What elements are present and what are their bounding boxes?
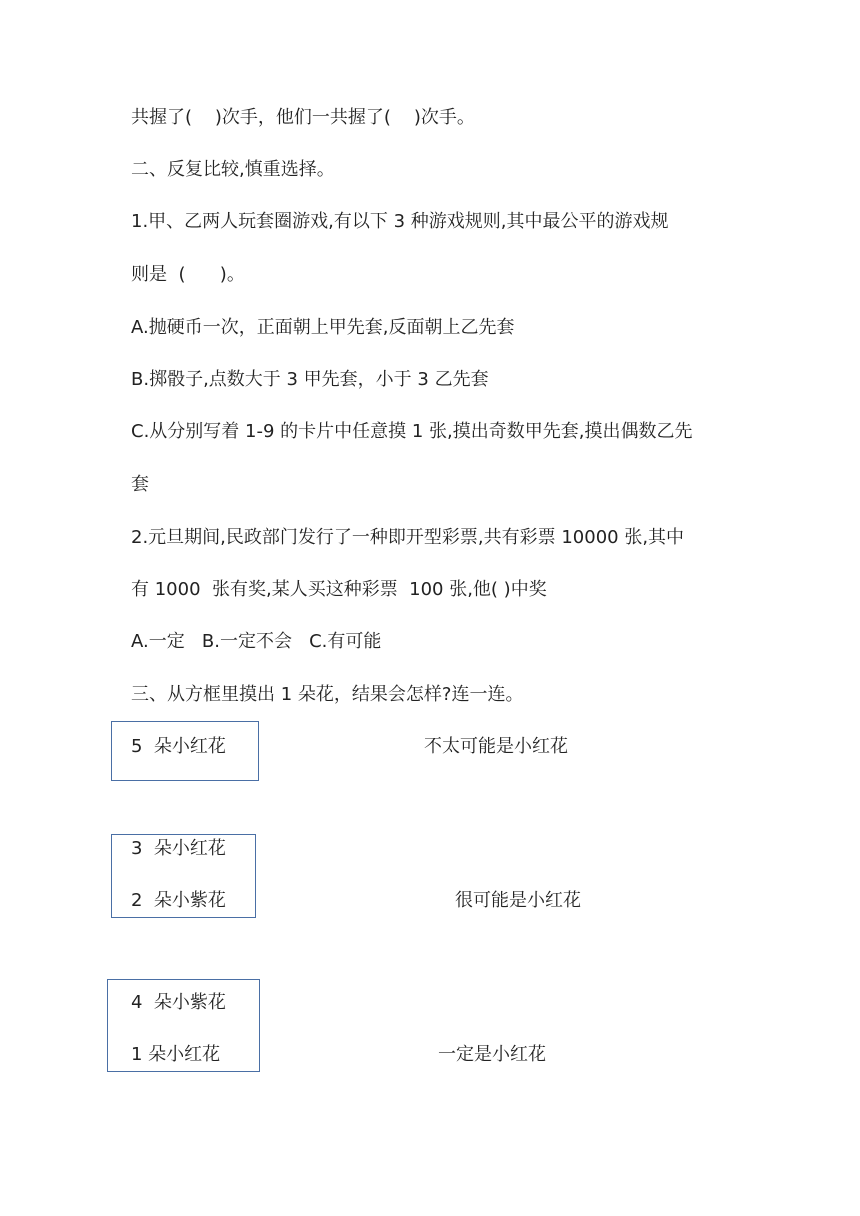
flower-box-2-text-2: 2 朵小紫花	[131, 890, 226, 911]
question-2-line-1: 2.元旦期间,民政部门发行了一种即开型彩票,共有彩票 10000 张,其中	[131, 527, 685, 548]
option-b: B.掷骰子,点数大于 3 甲先套，小于 3 乙先套	[131, 369, 489, 390]
answer-option-unlikely: 不太可能是小红花	[424, 736, 568, 757]
text-line-handshake: 共握了( )次手，他们一共握了( )次手。	[131, 107, 475, 128]
flower-box-3-text-2: 1 朵小红花	[131, 1044, 221, 1065]
option-c-line-1: C.从分别写着 1-9 的卡片中任意摸 1 张,摸出奇数甲先套,摸出偶数乙先	[131, 421, 693, 442]
option-a: A.抛硬币一次，正面朝上甲先套,反面朝上乙先套	[131, 317, 515, 338]
question-2-options: A.一定 B.一定不会 C.有可能	[131, 631, 382, 652]
question-2-line-2: 有 1000 张有奖,某人买这种彩票 100 张,他( )中奖	[131, 579, 547, 600]
question-1-line-2: 则是 ( )。	[131, 264, 245, 285]
question-1-line-1: 1.甲、乙两人玩套圈游戏,有以下 3 种游戏规则,其中最公平的游戏规	[131, 211, 669, 232]
flower-box-3-text-1: 4 朵小紫花	[131, 992, 226, 1013]
flower-box-1-text: 5 朵小红花	[131, 736, 226, 757]
section-heading-2: 二、反复比较,慎重选择。	[131, 159, 335, 180]
answer-option-certain: 一定是小红花	[438, 1044, 546, 1065]
flower-box-2-text-1: 3 朵小红花	[131, 838, 226, 859]
answer-option-likely: 很可能是小红花	[455, 890, 581, 911]
option-c-line-2: 套	[131, 474, 149, 495]
section-heading-3: 三、从方框里摸出 1 朵花，结果会怎样?连一连。	[131, 684, 524, 705]
